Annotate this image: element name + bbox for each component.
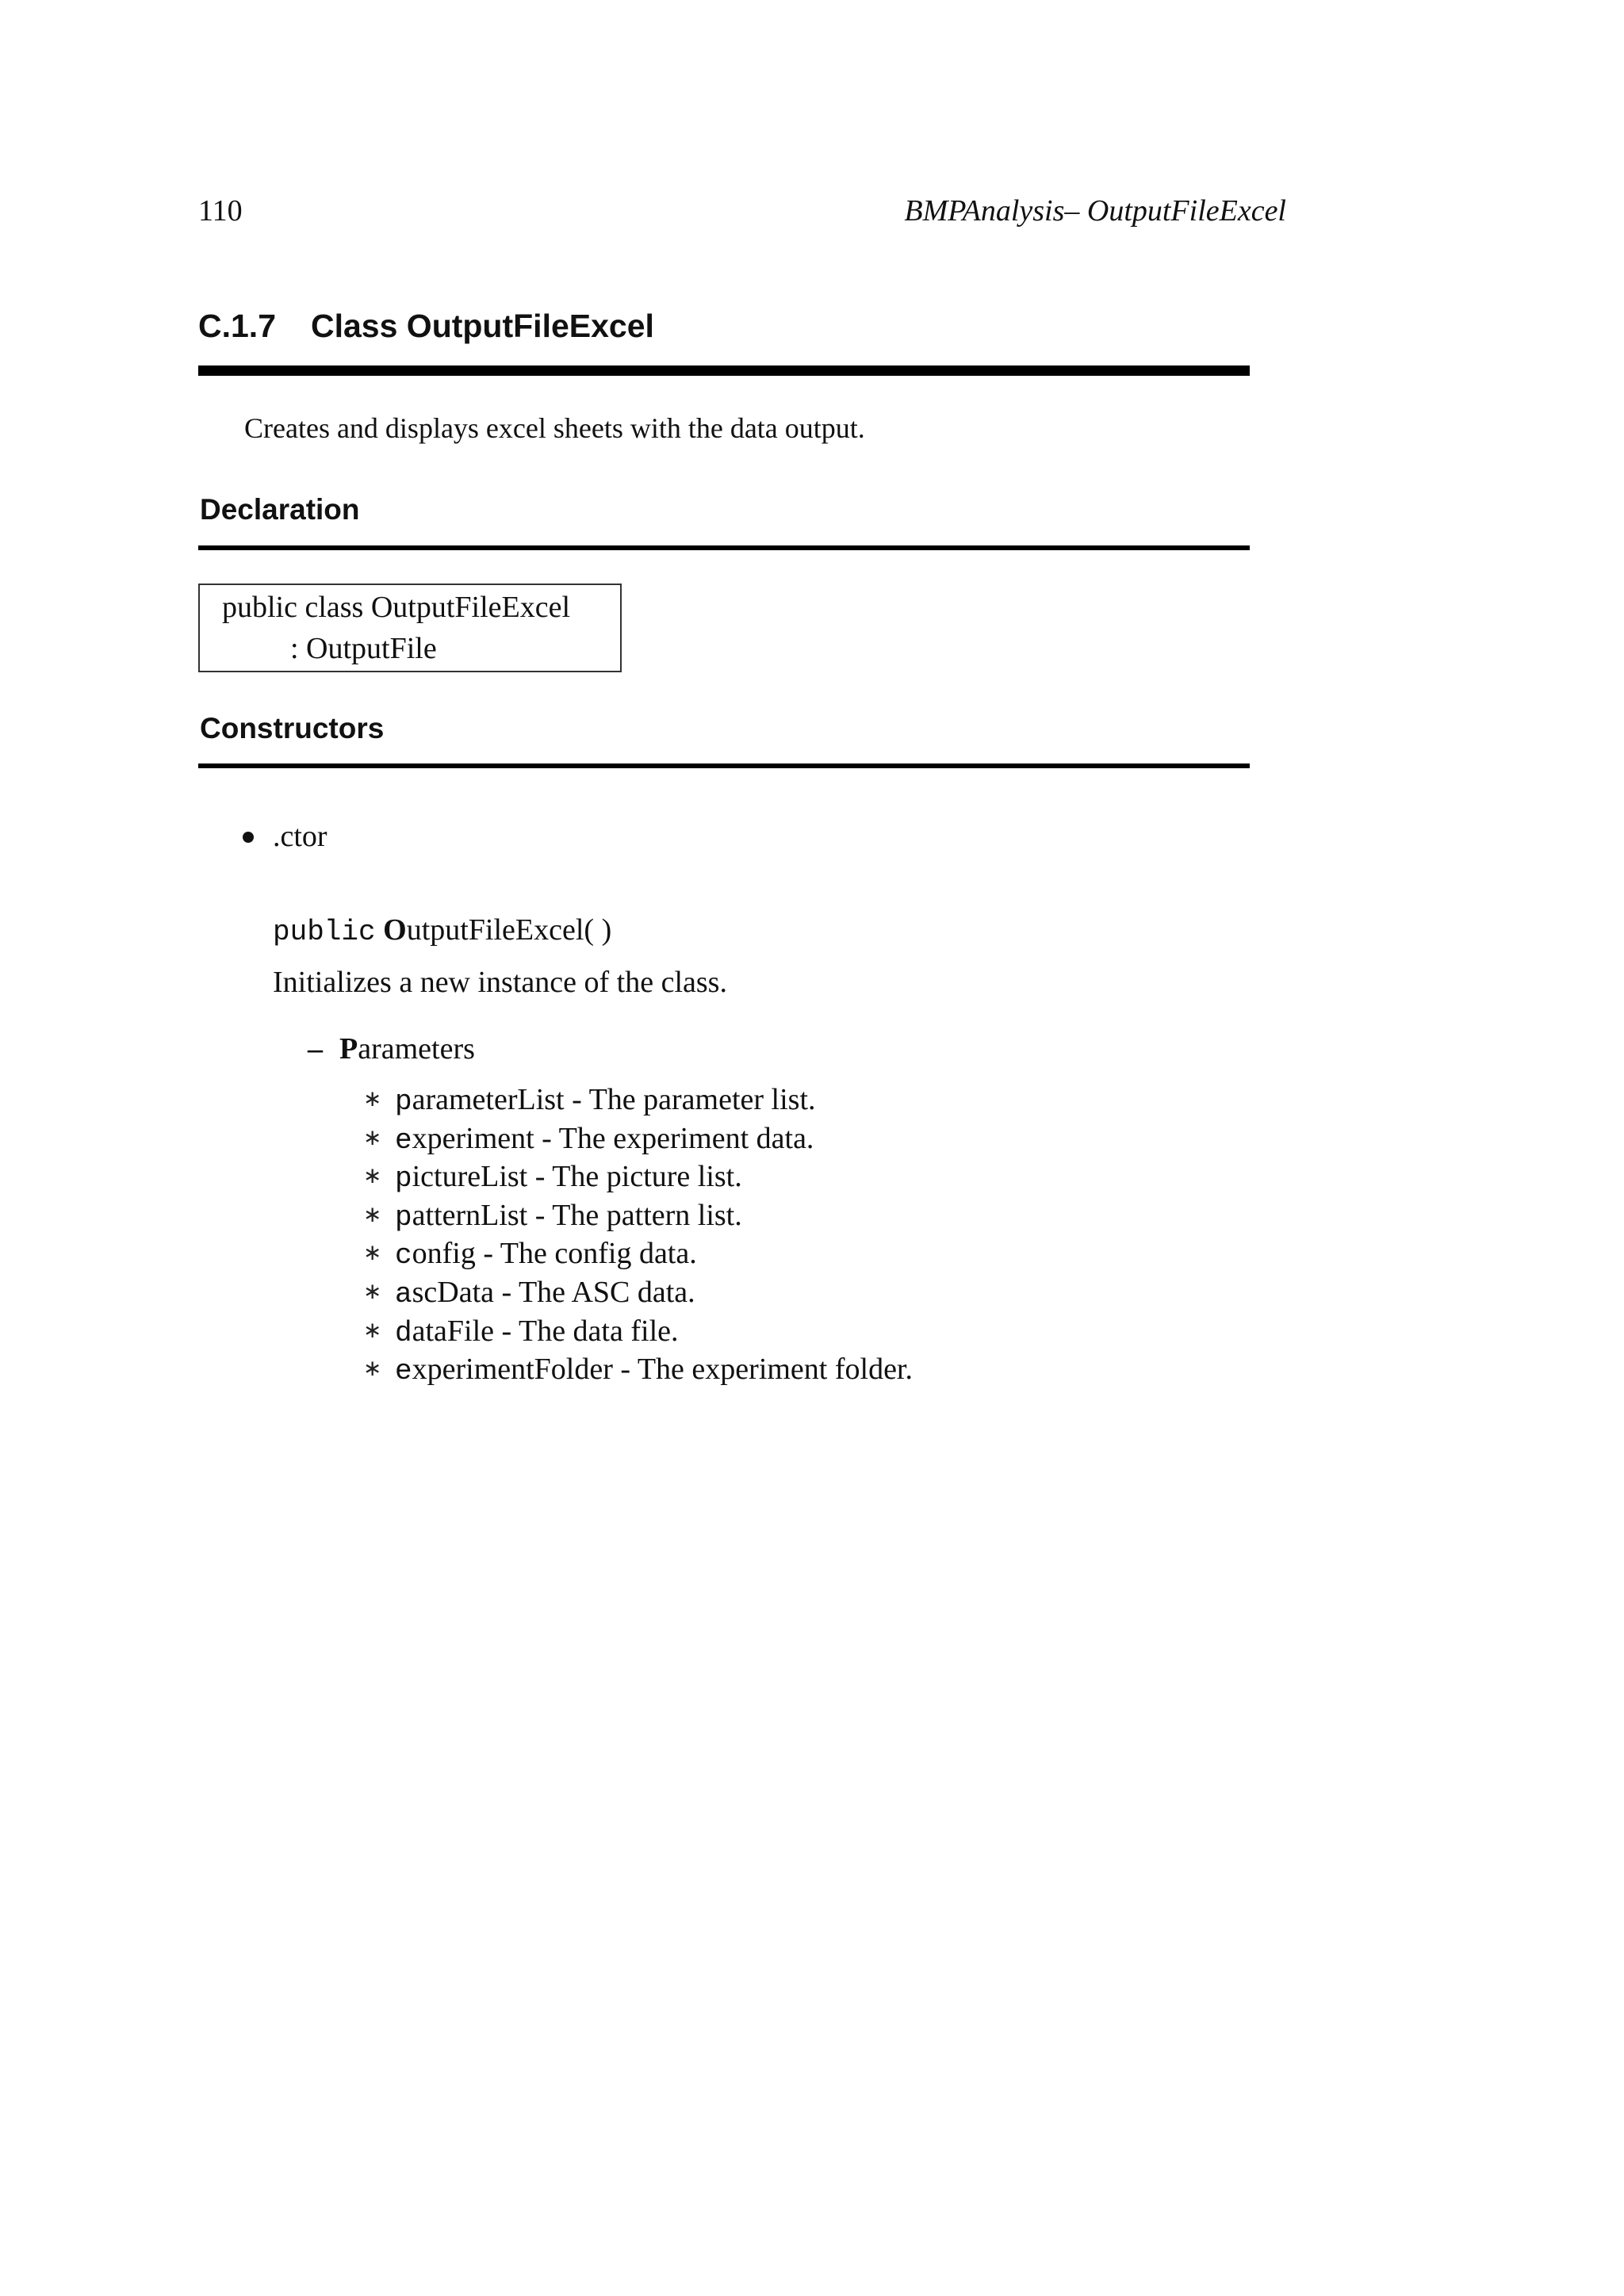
signature-initial: O <box>383 913 407 947</box>
constructor-signature <box>273 912 611 951</box>
asterisk-icon: ∗ <box>363 1085 382 1112</box>
declaration-box <box>198 584 622 672</box>
asterisk-icon: ∗ <box>363 1355 382 1382</box>
param-initial: c <box>395 1239 412 1272</box>
page-number: 110 <box>198 194 243 228</box>
parameters-initial: P <box>339 1032 358 1066</box>
param-initial: p <box>395 1085 412 1118</box>
constructor-name: .ctor <box>273 820 327 853</box>
signature-rest: utputFileExcel( ) <box>406 913 612 947</box>
list-item <box>363 1197 913 1236</box>
list-item <box>363 1274 913 1313</box>
param-initial: e <box>395 1355 412 1388</box>
section-number: C.1.7 <box>198 308 276 344</box>
list-item <box>363 1313 913 1352</box>
bullet-icon <box>243 832 254 843</box>
param-text: ataFile - The data file. <box>412 1314 679 1348</box>
list-item <box>363 1351 913 1390</box>
declaration-base-class: : OutputFile <box>290 632 437 665</box>
param-text: onfig - The config data. <box>412 1237 697 1271</box>
asterisk-icon: ∗ <box>363 1316 382 1343</box>
param-text: arameterList - The parameter list. <box>412 1083 816 1116</box>
param-initial: e <box>395 1123 412 1157</box>
section-title: Class OutputFileExcel <box>311 308 654 344</box>
param-initial: d <box>395 1316 412 1349</box>
declaration-rule <box>198 545 1250 550</box>
class-description: Creates and displays excel sheets with the data output. <box>244 412 865 444</box>
parameters-dash: – <box>308 1032 323 1066</box>
list-item <box>363 1158 913 1197</box>
param-initial: p <box>395 1162 412 1196</box>
list-item <box>363 1120 913 1159</box>
list-item <box>363 1081 913 1120</box>
asterisk-icon: ∗ <box>363 1123 382 1150</box>
parameters-rest: arameters <box>358 1032 475 1066</box>
param-initial: p <box>395 1200 412 1234</box>
param-text: ictureList - The picture list. <box>412 1160 742 1194</box>
parameter-list <box>363 1081 913 1390</box>
asterisk-icon: ∗ <box>363 1277 382 1304</box>
running-title: BMPAnalysis– OutputFileExcel <box>904 194 1286 228</box>
asterisk-icon: ∗ <box>363 1239 382 1266</box>
param-initial: a <box>395 1277 412 1311</box>
asterisk-icon: ∗ <box>363 1162 382 1189</box>
constructors-heading: Constructors <box>200 712 385 744</box>
declaration-heading: Declaration <box>200 493 360 526</box>
param-text: scData - The ASC data. <box>412 1275 695 1309</box>
param-text: atternList - The pattern list. <box>412 1198 742 1232</box>
section-rule <box>198 365 1250 376</box>
param-text: xperiment - The experiment data. <box>412 1121 814 1155</box>
constructor-summary: Initializes a new instance of the class. <box>273 966 727 999</box>
constructors-rule <box>198 763 1250 768</box>
section-heading <box>198 306 654 346</box>
parameters-heading <box>339 1031 475 1067</box>
declaration-line: public class OutputFileExcel <box>222 591 571 624</box>
param-text: xperimentFolder - The experiment folder. <box>412 1353 913 1387</box>
asterisk-icon: ∗ <box>363 1200 382 1227</box>
list-item <box>363 1235 913 1274</box>
signature-modifier: public <box>273 916 376 948</box>
